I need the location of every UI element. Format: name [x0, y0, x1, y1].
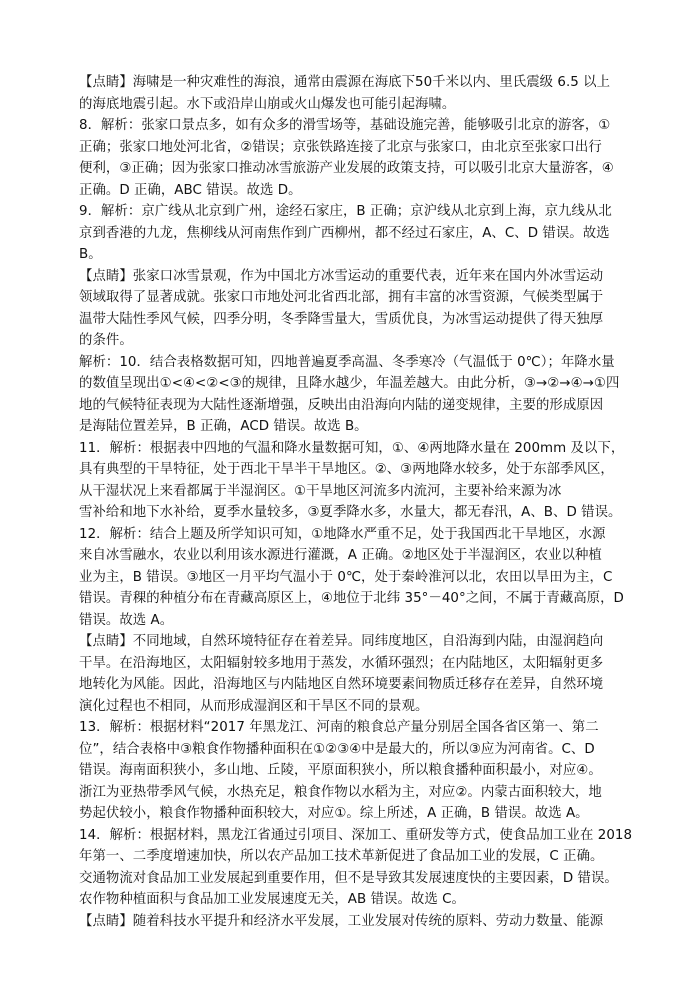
text-line: 京到香港的九龙，焦柳线从河南焦作到广西柳州，都不经过石家庄，A、C、D 错误。故选 — [79, 225, 610, 241]
text-line: 错误。海南面积狭小，多山地、丘陵，平原面积狭小，所以粮食播种面积最小，对应④。 — [79, 763, 602, 778]
text-line: 年第一、二季度增速加快，所以农产品加工技术革新促进了食品加工业的发展，C 正确。 — [79, 849, 604, 864]
text-line: 的条件。 — [79, 333, 133, 348]
text-line: 领域取得了显著成就。张家口市地处河北省西北部，拥有丰富的冰雪资源，气候类型属于 — [79, 290, 604, 305]
text-line: 【点睛】海啸是一种灾难性的海浪，通常由震源在海底下50千米以内、里氏震级 6.5 以上 — [79, 75, 611, 90]
text-line: 从干湿状况上来看都属于半湿润区。①干旱地区河流多内流河，主要补给来源为冰 — [79, 483, 562, 499]
text-line: 势起伏较小，粮食作物播种面积较大，对应①。综上所述，A 正确，B 错误。故选 A。 — [79, 806, 589, 821]
text-line: 正确；张家口地处河北省，②错误；京张铁路连接了北京与张家口，由北京至张家口出行 — [79, 139, 602, 155]
text-line: 【点睛】张家口冰雪景观，作为中国北方冰雪运动的重要代表，近年来在国内外冰雪运动 — [79, 268, 604, 284]
text-line: 正确。D 正确，ABC 错误。故选 D。 — [79, 182, 302, 198]
text-line: 干旱。在沿海地区，太阳辐射较多地用于蒸发，水循环强烈；在内陆地区，太阳辐射更多 — [79, 655, 604, 671]
text-line: 交通物流对食品加工业发展起到重要作用，但不是导致其发展速度快的主要因素，D 错误。 — [79, 870, 618, 886]
text-line: 8．解析：张家口景点多，如有众多的滑雪场等，基础设施完善，能够吸引北京的游客，① — [79, 118, 611, 133]
text-line: 演化过程也不相同，从而形成湿润区和干旱区不同的景观。 — [79, 698, 429, 714]
text-line: 的数值呈现出①<④<②<③的规律，且降水越少，年温差越大。由此分析，③→②→④→①四 — [79, 376, 620, 391]
text-line: 来自冰雪融水，农业以利用该水源进行灌溉，A 正确。②地区处于半湿润区，农业以种植 — [79, 548, 602, 563]
text-line: 农作物种植面积与食品加工业发展速度无关，AB 错误。故选 C。 — [79, 892, 465, 907]
text-line: 是海陆位置差异，B 正确，ACD 错误。故选 B。 — [79, 419, 368, 434]
text-line: 温带大陆性季风气候，四季分明，冬季降雪量大，雪质优良，为冰雪运动提供了得天独厚 — [79, 311, 604, 327]
text-line: 错误。青稞的种植分布在青藏高原区上，④地位于北纬 35°－40°之间，不属于青藏高原，D — [79, 591, 624, 606]
text-line: 具有典型的干旱特征，处于西北干旱半干旱地区。②、③两地降水较多，处于东部季风区， — [79, 462, 614, 477]
text-line: 便利，③正确；因为张家口推动冰雪旅游产业发展的政策支持，可以吸引北京大量游客，④ — [79, 161, 614, 176]
text-line: 14．解析：根据材料，黑龙江省通过引项目、深加工、重研发等方式，使食品加工业在 2018 — [79, 827, 633, 843]
text-line: 浙江为亚热带季风气候，水热充足，粮食作物以水稻为主，对应②。内蒙古面积较大，地 — [79, 784, 602, 800]
text-line: 12．解析：结合上题及所学知识可知，①地降水严重不足，处于我国西北干旱地区，水源 — [79, 526, 606, 542]
text-line: 业为主，B 错误。③地区一月平均气温小于 0℃，处于秦岭淮河以北，农田以旱田为主，C — [79, 569, 613, 585]
text-line: 地转化为风能。因此，沿海地区与内陆地区自然环境要素间物质迁移存在差异，自然环境 — [79, 677, 604, 692]
text-line: 地的气候特征表现为大陆性逐渐增强，反映出由沿海向内陆的递变规律，主要的形成原因 — [79, 397, 604, 413]
text-line: B。 — [79, 247, 102, 262]
text-line: 雪补给和地下水补给，夏季水量较多，③夏季降水多，水量大，都无春汛，A、B、D 错误。 — [79, 505, 622, 520]
text-line: 【点睛】随着科技水平提升和经济水平发展，工业发展对传统的原料、劳动力数量、能源 — [79, 913, 604, 929]
text-line: 错误。故选 A。 — [79, 612, 174, 628]
text-line: 11．解析：根据表中四地的气温和降水量数据可知，①、④两地降水量在 200mm 及以下， — [79, 440, 625, 456]
text-line: 9．解析：京广线从北京到广州，途经石家庄，B 正确；京沪线从北京到上海，京九线从北 — [79, 204, 612, 219]
text-line: 的海底地震引起。水下或沿岸山崩或火山爆发也可能引起海啸。 — [79, 96, 456, 112]
text-line: 位”，结合表格中③粮食作物播种面积在①②③④中是最大的，所以③应为河南省。C、D — [79, 741, 595, 757]
text-line: 解析：10．结合表格数据可知，四地普遍夏季高温、冬季寒冷（气温低于 0℃）；年降水量 — [79, 354, 615, 370]
text-block — [79, 72, 667, 932]
text-line: 13．解析：根据材料“2017 年黑龙江、河南的粮食总产量分别居全国各省区第一、第二 — [79, 720, 599, 735]
text-line: 【点睛】不同地域，自然环境特征存在着差异。同纬度地区，自沿海到内陆，由湿润趋向 — [79, 634, 604, 649]
